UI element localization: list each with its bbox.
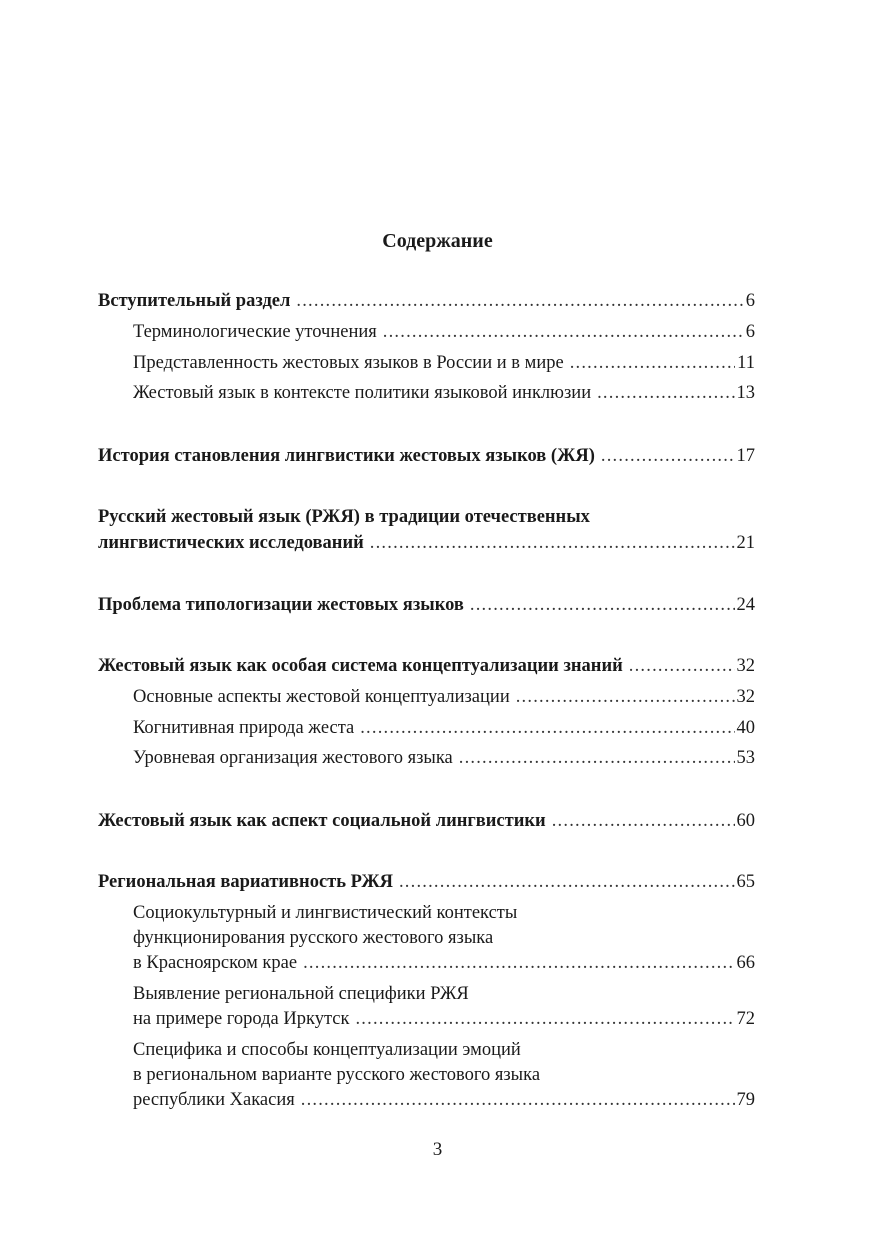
toc-entry-text: лингвистических исследований	[98, 533, 364, 553]
toc-entry-text: Жестовый язык как особая система концептуализации знаний	[98, 656, 623, 676]
toc-entry	[98, 289, 755, 314]
dot-leader	[370, 531, 735, 556]
toc-entry	[133, 381, 755, 406]
toc-entry-text: Жестовый язык в контексте политики языковой инклюзии	[133, 383, 592, 403]
toc-entry-page: 24	[736, 595, 755, 615]
dot-leader	[355, 1007, 734, 1032]
dot-leader	[629, 654, 735, 679]
dot-leader	[470, 593, 735, 618]
toc-entry	[98, 531, 755, 556]
toc-entry-page: 17	[736, 446, 755, 466]
toc-entry	[133, 351, 755, 376]
dot-leader	[360, 716, 734, 741]
toc-entry-text: Социокультурный и лингвистический контексты	[133, 903, 518, 923]
toc-entry	[133, 1007, 755, 1032]
toc-entry-page: 11	[737, 353, 755, 373]
toc-entry-page: 72	[736, 1009, 755, 1029]
toc-entry-text: Региональная вариативность РЖЯ	[98, 872, 393, 892]
toc-entry-text: Вступительный раздел	[98, 291, 291, 311]
toc-entry-page: 65	[736, 872, 755, 892]
dot-leader	[399, 870, 735, 895]
dot-leader	[601, 444, 735, 469]
toc-entry-text: Когнитивная природа жеста	[133, 718, 355, 738]
page-title: Содержание	[382, 230, 493, 252]
dot-leader	[552, 809, 735, 834]
toc-entry-page: 40	[736, 718, 755, 738]
dot-leader	[383, 320, 744, 345]
toc-entry-text: Терминологические уточнения	[133, 322, 377, 342]
toc-entry-text: Русский жестовый язык (РЖЯ) в традиции отечественных	[98, 507, 590, 527]
toc-entry-text: Выявление региональной специфики РЖЯ	[133, 984, 469, 1004]
toc-entry-text: в региональном варианте русского жестового языка	[133, 1065, 541, 1085]
toc-entry-page: 79	[736, 1090, 755, 1110]
toc-entry-text: Проблема типологизации жестовых языков	[98, 595, 464, 615]
toc-entry-line	[133, 1038, 755, 1063]
toc-entry	[98, 870, 755, 895]
dot-leader	[296, 289, 743, 314]
toc-entry-line	[133, 1063, 755, 1088]
toc-entry-text: на примере города Иркутск	[133, 1009, 350, 1029]
toc-entry-text: Уровневая организация жестового языка	[133, 748, 453, 768]
dot-leader	[570, 351, 735, 376]
toc-entry	[98, 809, 755, 834]
toc-entry-page: 13	[736, 383, 755, 403]
dot-leader	[516, 685, 735, 710]
toc-entry-page: 6	[745, 322, 755, 342]
toc-entry	[133, 1088, 755, 1113]
toc-entry	[98, 654, 755, 679]
dot-leader	[301, 1088, 735, 1113]
toc-entry	[133, 746, 755, 771]
toc-entry-text: республики Хакасия	[133, 1090, 295, 1110]
toc-entry-text: Представленность жестовых языков в России и в мире	[133, 353, 564, 373]
toc-entry-text: Специфика и способы концептуализации эмоций	[133, 1040, 521, 1060]
toc-entry	[133, 685, 755, 710]
toc-entry	[133, 320, 755, 345]
toc-entry	[98, 444, 755, 469]
toc-entry-text: История становления лингвистики жестовых языков (ЖЯ)	[98, 446, 595, 466]
toc-entry	[133, 951, 755, 976]
toc-entry-page: 53	[736, 748, 755, 768]
dot-leader	[303, 951, 734, 976]
toc-entry-line	[133, 926, 755, 951]
toc-entry-page: 6	[745, 291, 755, 311]
toc-entry-line	[98, 505, 755, 530]
dot-leader	[459, 746, 735, 771]
toc-entry-page: 60	[736, 811, 755, 831]
toc-entry-page: 66	[736, 953, 755, 973]
page-number: 3	[432, 1139, 443, 1160]
toc-entry-text: в Красноярском крае	[133, 953, 298, 973]
toc-entry-text: Жестовый язык как аспект социальной лингвистики	[98, 811, 546, 831]
toc-entry	[133, 716, 755, 741]
toc-entry-line	[133, 982, 755, 1007]
toc-entry-text: функционирования русского жестового языка	[133, 928, 494, 948]
toc-entry	[98, 593, 755, 618]
toc-entry-text: Основные аспекты жестовой концептуализации	[133, 687, 510, 707]
toc-entry-page: 32	[736, 656, 755, 676]
toc-entry-page: 32	[736, 687, 755, 707]
toc-entry-line	[133, 901, 755, 926]
toc-entry-page: 21	[736, 533, 755, 553]
dot-leader	[597, 381, 734, 406]
